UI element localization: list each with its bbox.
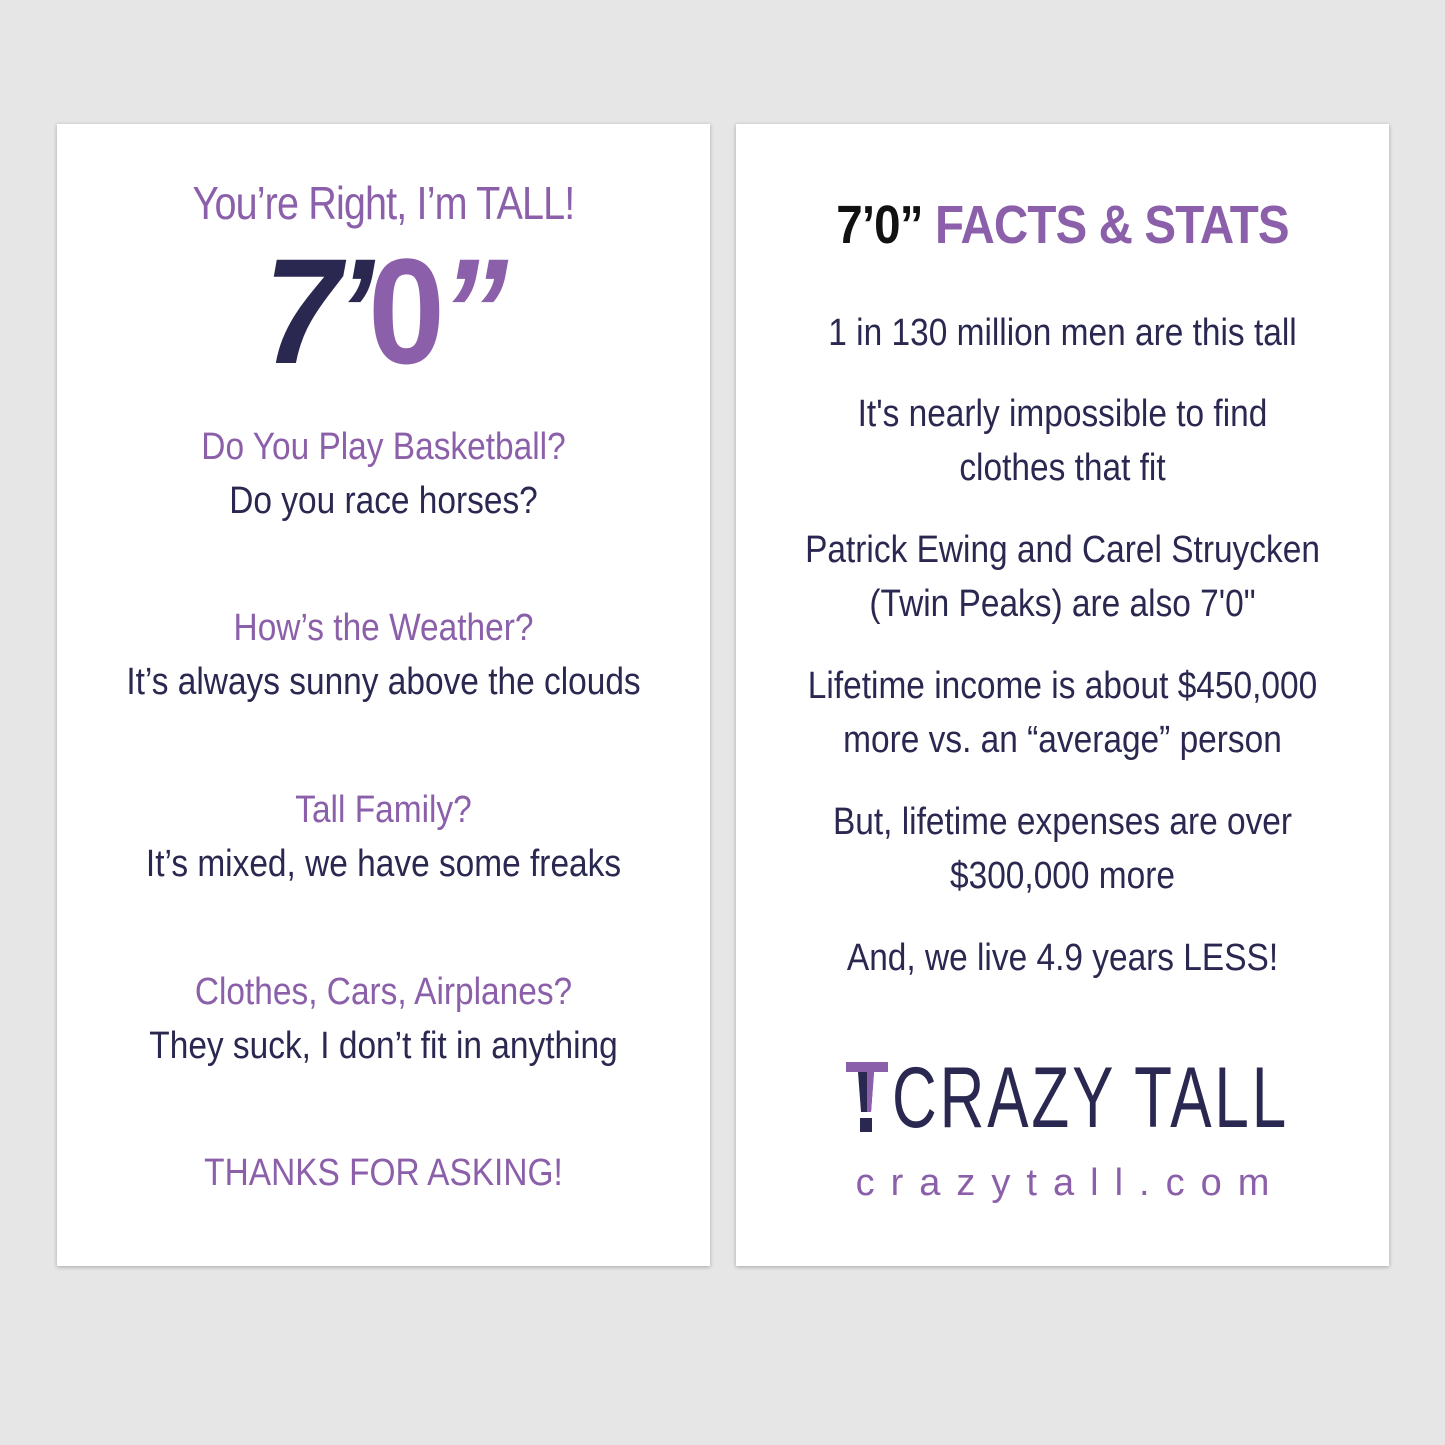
fact-item (793, 659, 1332, 767)
height-inches: 0 (368, 227, 440, 395)
question: Tall Family? (295, 789, 472, 831)
facts-title-height: 7’0” (836, 195, 923, 255)
answer: It’s always sunny above the clouds (126, 661, 641, 703)
fact-item (793, 795, 1332, 903)
fact-line: Patrick Ewing and Carel Struycken (805, 529, 1320, 571)
fact-item (793, 387, 1332, 495)
exclamation-t-logo-icon (846, 1062, 888, 1134)
fact-line: But, lifetime expenses are over (832, 801, 1293, 843)
qa-block (96, 965, 671, 1073)
big-height-display (83, 227, 684, 395)
question: How’s the Weather? (233, 607, 534, 649)
fact-line: (Twin Peaks) are also 7'0" (869, 583, 1256, 625)
fact-item (793, 306, 1332, 360)
question: Clothes, Cars, Airplanes? (194, 971, 573, 1013)
facts-title (775, 194, 1350, 256)
answer: It’s mixed, we have some freaks (145, 843, 622, 885)
facts-title-rest: FACTS & STATS (934, 195, 1289, 255)
fact-line: And, we live 4.9 years LESS! (846, 937, 1279, 979)
height-feet: 7’ (264, 227, 369, 395)
fact-line: clothes that fit (959, 447, 1166, 489)
question: Do You Play Basketball? (201, 426, 566, 468)
fact-line: It's nearly impossible to find (857, 393, 1268, 435)
fact-item (793, 523, 1332, 631)
answer: They suck, I don’t fit in anything (149, 1025, 618, 1067)
crazy-tall-logo (846, 1050, 1296, 1146)
fact-item (793, 931, 1332, 985)
answer: Do you race horses? (229, 480, 538, 522)
fact-line: more vs. an “average” person (843, 719, 1282, 761)
height-inch-mark: ” (439, 227, 503, 395)
closing-text: THANKS FOR ASKING! (204, 1152, 563, 1194)
left-card (57, 124, 710, 1266)
fact-line: 1 in 130 million men are this tall (828, 312, 1297, 354)
fact-line: $300,000 more (950, 855, 1175, 897)
fact-line: Lifetime income is about $450,000 (807, 665, 1318, 707)
website-url: crazytall.com (855, 1162, 1286, 1204)
qa-block (96, 601, 671, 709)
logo-wordmark: CRAZY TALL (892, 1050, 1290, 1146)
lead-heading: You’re Right, I’m TALL! (192, 177, 575, 229)
right-card (736, 124, 1389, 1266)
qa-block (96, 783, 671, 891)
qa-block (96, 420, 671, 528)
